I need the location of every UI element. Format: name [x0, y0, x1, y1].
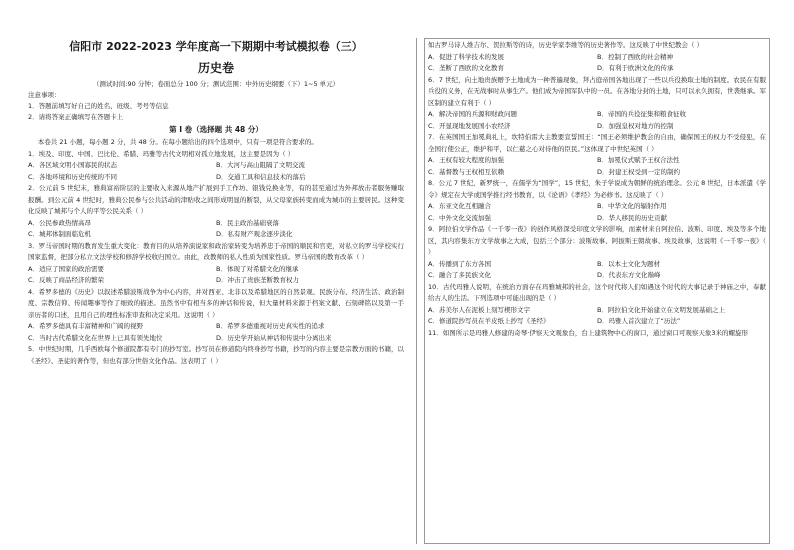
- notice-item: 2．请将答案正确填写在答题卡上: [28, 113, 124, 121]
- option-c: C．基督教与王权相互依赖: [428, 167, 505, 176]
- question-stem: 5．中世纪时期，几乎西欧每个修道院都有专门的抄写室。抄写员在修道院内终身抄写书籍，抄写的内容主要是宗教方面的书籍，以《圣经》、圣徒的著作等，但也有部分世俗文化作品。这表明了（ ）: [28, 345, 404, 365]
- option-c: C．修道院抄写员在羊皮纸上抄写《圣经》: [428, 317, 550, 325]
- option-d: D．封建王权受到一定的制约: [597, 167, 681, 176]
- question-stem: 2．公元前 5 世纪末，雅典富裕阶层的主要收入来源从地产扩展到手工作坊、银钱兑换业等，有的甚至通过为外邦放击者服务赚取报酬。到公元前 4 世纪时，雅典公民参与公共活动的津贴收之间形成明显的断裂，从父母家族转变而成为城市的主要居民。这种变化反映了城邦与个人的平等公民关系（ ）: [28, 184, 404, 215]
- option-a: A．公民参政热情高昂: [28, 218, 91, 227]
- question-2: [28, 183, 404, 241]
- option-a: A．希罗多德具有丰富精神和广阔的视野: [28, 322, 143, 330]
- option-b: B．希罗多德重视对历史真实性的追求: [216, 322, 325, 330]
- option-d: D．玛雅人首次建立了“历法”: [597, 317, 681, 325]
- option-d: D．私有财产观念逐步淡化: [216, 230, 293, 238]
- question-stem: 1．埃及、印度、中国、巴比伦、希腊、玛雅等古代文明相对孤立地发展，这主要是因为（ ）: [28, 149, 295, 158]
- option-b: B．大河与高山阻隔了文明交流: [216, 161, 305, 169]
- option-a: A．各区域文明小国寡民的状态: [28, 161, 117, 169]
- question-6: [428, 75, 766, 133]
- section-title: 第 I 卷（选择题 共 48 分）: [169, 125, 263, 134]
- option-b: B．帝国的兵役征集和粮食征收: [597, 110, 686, 118]
- question-5-cont: [428, 40, 766, 75]
- option-a: A．促进了科学技术的发展: [428, 52, 504, 61]
- question-4: [28, 287, 404, 345]
- left-column: [28, 0, 404, 550]
- option-d: D．历史学开始从神话和传说中分离出来: [216, 333, 332, 342]
- question-stem: 如古罗马诗人维吉尔、贺拉斯等的诗，历史学家李维等的历史著作等。这反映了中世纪教会（ ）: [428, 41, 704, 49]
- question-stem: 9．阿拉伯文学作品《一千零一夜》的创作风格深受印度文学的影响，而素材来自阿拉伯、波斯、印度、埃及等多个地区，其内容集东方文学故事之大成，包括三个部分：波斯故事、阿拔斯王朝故事、埃及故事，这说明《一千零一夜》（ ）: [428, 225, 766, 256]
- question-stem: 6．7 世纪，向土地贵族赠予土地成为一种普遍现象，拜占庭帝国各地出现了一些以兵役换取土地的制度。农民在有服兵役的义务，在无战事时从事生产。他们成为帝国军队中的一员。在各地分封的土地，只可以永久拥有，世袭继承。军区制的建立有利于（ ）: [428, 75, 766, 107]
- question-3: [28, 241, 404, 287]
- option-d: D．交通工具和信息技术的落后: [216, 172, 306, 181]
- question-5: [28, 344, 404, 367]
- option-a: A．解决帝国的兵源和财政问题: [428, 110, 517, 118]
- option-c: C．开显现地发展国小农经济: [428, 121, 511, 130]
- option-c: C．各地环境和历史传统的不同: [28, 172, 118, 181]
- question-stem: 10．古代玛雅人说明，在统治方面存在玛雅城邦的社会，这个时代将人们如遇这个时代的大事记录于神庙之中，奉献给古人的生活。下列选项中可能出现的是（ ）: [428, 282, 766, 302]
- question-7: [428, 132, 766, 178]
- option-b: B．体现了对希腊文化的继承: [216, 264, 299, 273]
- right-column: [428, 0, 766, 550]
- option-b: B．阿拉伯文化开始建立在文明发展基础之上: [597, 305, 725, 314]
- instructions: 本卷共 21 小题，每小题 2 分，共 48 分。在每小题给出的四个选项中，只有一项是符合要求的。: [37, 138, 318, 146]
- exam-title: 信阳市 2022-2023 学年度高一下期期中考试模拟卷（三）: [69, 40, 363, 53]
- question-stem: 7．在英国国王加冕典礼上，坎特伯雷大主教要宣誓国王：“国王必须维护教会的自由，确保国王的权力不受侵犯，在全国行使公正，维护和平，以仁慈之心对待他的臣民。”这体现了中世纪英国（ ）: [428, 133, 766, 153]
- option-a: A．王权有较大程度的加强: [428, 156, 504, 164]
- option-a: A．苏美尔人在泥板上刻写楔形文字: [428, 305, 530, 314]
- option-b: B．加冕仪式赋予王权合法性: [597, 156, 680, 164]
- option-b: B．中华文化的辐射作用: [597, 202, 667, 210]
- option-b: B．以本土文化为题材: [597, 259, 660, 268]
- column-divider: [416, 38, 417, 544]
- option-a: A．传播到了东方各国: [428, 259, 491, 268]
- notice-heading: 注意事项：: [28, 91, 61, 99]
- subject-title: 历史卷: [197, 61, 234, 75]
- option-d: D．代表东方文化巅峰: [597, 271, 661, 279]
- option-c: C．当时古代希腊文化在世界上已具有领先地位: [28, 333, 163, 342]
- option-b: B．民主政治基础衰落: [216, 218, 279, 227]
- exam-info: （测试时间:90 分钟；卷面总分 100 分；测试范围：中外历史纲要（下）1~5 单元）: [92, 80, 340, 88]
- question-11: [428, 328, 766, 340]
- option-a: A．适应了国家的政治需要: [28, 264, 104, 273]
- option-a: A．东亚文化互相融合: [428, 202, 491, 210]
- option-d: D．华人移民的历史贡献: [597, 213, 668, 222]
- question-9: [428, 224, 766, 282]
- option-d: D．加强皇权对地方的控制: [597, 121, 674, 130]
- question-1: [28, 149, 404, 184]
- question-8: [428, 178, 766, 224]
- option-c: C．反映了商品经济的繁荣: [28, 276, 105, 284]
- question-stem: 4．希罗多德的《历史》以叙述希腊波斯战争为中心内容，并对西亚、北非以及希腊地区的自然景观、民族分布、经济生活、政治制度、宗教信仰、传闻趣事等作了细致的描述。虽然书中有相当多的神话和传说，但大量材料来源于档案文献、石刻碑铭以及第一手亲历者的口述，且用自己的理性标准审查和决定采用。这说明（ ）: [28, 287, 404, 319]
- option-c: C．融合了多民族文化: [428, 271, 492, 279]
- question-stem: 11．如图所示是玛雅人修建的奇琴·伊察天文观象台，台上建筑物中心的窗口，通过窗口可观察天象3米的螺旋形: [428, 328, 748, 337]
- option-b: B．控制了西欧的社会精神: [597, 52, 673, 61]
- option-d: D．有利于欧洲文化的传承: [597, 64, 674, 72]
- option-c: C．城邦体制面临危机: [28, 230, 92, 238]
- question-10: [428, 282, 766, 328]
- question-stem: 3．罗马帝国时期的教育发生重大变化：教育目的从培养演说家和政治家转变为培养忠于帝国的顺民和官吏，对私立的罗马学校实行国家监督，把部分私立文法学校和修辞学校收归国立。由此，改教师的私人性质为国家性质。罗马帝国的教育改革（ ）: [28, 241, 404, 261]
- question-stem: 8．公元 7 世纪，新罗统一，在儒学为“国学”，15 世纪，朱子学说成为朝鲜的统治理念。公元 8 世纪，日本派遣《学令》规定在大学或国学推行经书教育，以《论语》《孝经》为必修书。这反映了（ ）: [428, 179, 766, 199]
- option-d: D．冲击了贵族垄断教育权力: [216, 276, 300, 284]
- option-c: C．垄断了西欧的文化教育: [428, 64, 505, 72]
- option-c: C．中外文化交流加强: [428, 213, 492, 222]
- notice-item: 1．答题前填写好自己的姓名、班级、考号等信息: [28, 102, 169, 110]
